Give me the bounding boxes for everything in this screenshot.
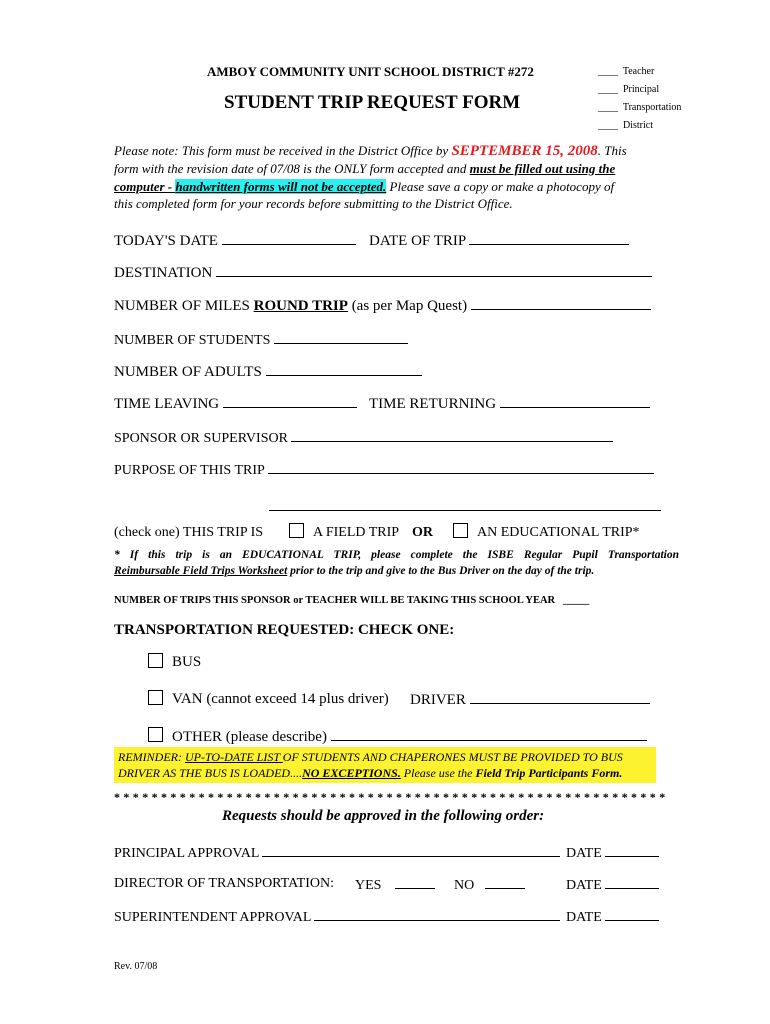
time-returning-line[interactable] [500,395,650,408]
routing-district: ____ District [598,120,653,131]
approval-heading: Requests should be approved in the following order: [222,808,545,824]
revision-label: Rev. 07/08 [114,961,158,972]
educational-trip-label: AN EDUCATIONAL TRIP* [477,525,640,540]
director-date-field[interactable]: DATE [566,876,659,894]
form-title: STUDENT TRIP REQUEST FORM [224,92,521,113]
other-checkbox[interactable] [148,727,163,742]
bus-checkbox[interactable] [148,653,163,668]
trip-type-prompt: (check one) THIS TRIP IS [114,525,264,540]
or-label: OR [412,525,433,540]
driver-field[interactable]: DRIVER [410,691,650,709]
reminder-line-1: REMINDER: UP-TO-DATE LIST OF STUDENTS AND CHAPERONES MUST BE PROVIDED TO BUS [118,750,623,764]
handwritten-warning: handwritten forms will not be accepted. [175,179,387,194]
director-no-field[interactable]: NO [454,876,525,894]
principal-approval-line[interactable] [262,844,560,857]
district-name: AMBOY COMMUNITY UNIT SCHOOL DISTRICT #272 [207,64,534,79]
director-yes-line[interactable] [395,876,435,889]
reminder-line-2: DRIVER AS THE BUS IS LOADED....NO EXCEPTIONS. Please use the Field Trip Participants Form. [118,766,623,780]
adults-field[interactable]: NUMBER OF ADULTS [114,363,422,381]
todays-date-field[interactable]: TODAY'S DATE [114,232,356,250]
routing-principal: ____ Principal [598,84,660,95]
footnote-line-2: Reimbursable Field Trips Worksheet prior to the trip and give to the Bus Driver on the day of the trip. [114,565,595,577]
transportation-heading: TRANSPORTATION REQUESTED: CHECK ONE: [114,622,455,638]
van-label: VAN (cannot exceed 14 plus driver) [172,691,389,707]
principal-date-line[interactable] [605,844,659,857]
notice-line-3: computer - handwritten forms will not be accepted. Please save a copy or make a photocopy of [114,179,615,194]
adults-line[interactable] [266,363,422,376]
notice-line-2: form with the revision date of 07/08 is the ONLY form accepted and must be filled out using the [114,161,616,176]
field-trip-label: A FIELD TRIP [313,525,400,540]
director-date-line[interactable] [605,876,659,889]
destination-field[interactable]: DESTINATION [114,264,652,282]
superintendent-approval-field[interactable]: SUPERINTENDENT APPROVAL [114,908,560,926]
miles-line[interactable] [471,297,651,310]
trips-count-blank[interactable]: _____ [563,595,590,606]
deadline-date: SEPTEMBER 15, 2008 [451,143,598,159]
director-yes-field[interactable]: YES [355,876,435,894]
driver-line[interactable] [470,691,650,704]
principal-date-field[interactable]: DATE [566,844,659,862]
sponsor-field[interactable]: SPONSOR OR SUPERVISOR [114,429,613,447]
participants-form-link: Field Trip Participants Form. [475,766,623,780]
date-of-trip-line[interactable] [469,232,629,245]
purpose-line[interactable] [268,461,654,474]
bus-label: BUS [172,654,202,670]
purpose-field[interactable]: PURPOSE OF THIS TRIP [114,461,654,479]
superintendent-date-line[interactable] [605,908,659,921]
footnote-line-1: * If this trip is an EDUCATIONAL TRIP, please complete the ISBE Regular Pupil Transportation [114,549,679,561]
van-checkbox[interactable] [148,690,163,705]
trips-count-field[interactable]: NUMBER OF TRIPS THIS SPONSOR or TEACHER WILL BE TAKING THIS SCHOOL YEAR _____ [114,595,590,606]
other-line[interactable] [331,728,647,741]
other-field[interactable]: OTHER (please describe) [172,728,647,746]
time-returning-field[interactable]: TIME RETURNING [369,395,650,413]
time-leaving-field[interactable]: TIME LEAVING [114,395,357,413]
destination-line[interactable] [216,264,652,277]
star-divider: * * * * * * * * * * * * * * * * * * * * * * * * * * * * * * * * * * * * * * * * * * * * * * * * * * * * * * * * * * * [114,790,666,804]
students-field[interactable]: NUMBER OF STUDENTS [114,331,408,349]
notice-line-4: this completed form for your records before submitting to the District Office. [114,196,513,211]
notice-line-1: Please note: This form must be received in the District Office by SEPTEMBER 15, 2008. This [114,143,627,159]
director-label: DIRECTOR OF TRANSPORTATION: [114,876,334,891]
purpose-line-2[interactable] [269,509,661,511]
miles-field[interactable]: NUMBER OF MILES ROUND TRIP (as per Map Quest) [114,297,651,315]
time-leaving-line[interactable] [223,395,357,408]
routing-transportation: ____ Transportation [598,102,682,113]
date-of-trip-field[interactable]: DATE OF TRIP [369,232,629,250]
director-no-line[interactable] [485,876,525,889]
isbe-worksheet-link: Reimbursable Field Trips Worksheet [114,565,288,577]
superintendent-approval-line[interactable] [314,908,560,921]
sponsor-line[interactable] [291,429,613,442]
todays-date-line[interactable] [222,232,356,245]
students-line[interactable] [274,331,408,344]
superintendent-date-field[interactable]: DATE [566,908,659,926]
field-trip-checkbox[interactable] [289,523,304,538]
routing-teacher: ____ Teacher [598,66,655,77]
educational-trip-checkbox[interactable] [453,523,468,538]
principal-approval-field[interactable]: PRINCIPAL APPROVAL [114,844,560,862]
